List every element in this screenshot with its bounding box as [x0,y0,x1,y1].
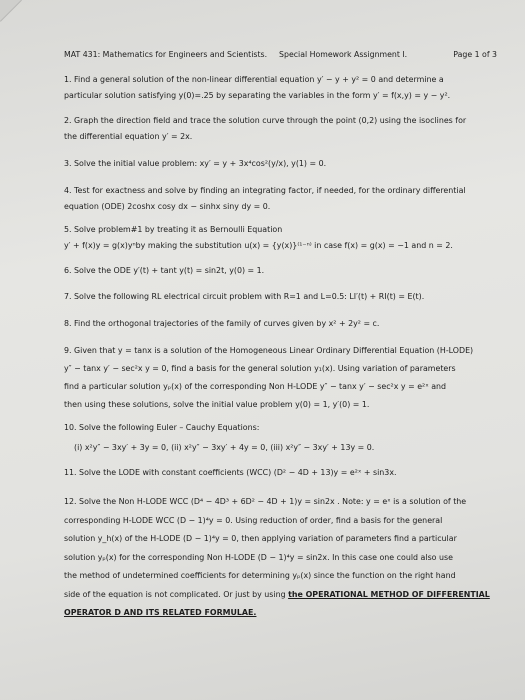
assignment-title: Special Homework Assignment I. [279,50,408,59]
question-8 [64,316,504,332]
question-line: (i) x²y″ − 3xy′ + 3y = 0, (ii) x²y″ − 3xy′ + 4y = 0, (iii) x²y″ − 3xy′ + 13y = 0. [74,443,375,452]
question-line: 3. Solve the initial value problem: xy′ = y + 3x⁴cos²(y/x), y(1) = 0. [64,159,327,168]
question-line: 11. Solve the LODE with constant coefficients (WCC) (D² − 4D + 13)y = e²ˣ + sin3x. [64,468,397,477]
question-4 [64,183,504,215]
question-line-text: side of the equation is not complicated. Or just by using [64,589,289,599]
question-line: 8. Find the orthogonal trajectories of the family of curves given by x² + 2y² = c. [64,319,380,328]
question-line: find a particular solution yₚ(x) of the corresponding Non H-LODE y″ − tanx y′ − sec²x y = e²ˣ and [64,382,447,391]
question-7 [64,289,504,305]
question-line: 9. Given that y = tanx is a solution of the Homogeneous Linear Ordinary Differential Equation (H-LODE) [64,346,474,355]
question-line: 10. Solve the following Euler – Cauchy Equations: [64,423,260,432]
question-line: 4. Test for exactness and solve by finding an integrating factor, if needed, for the ordinary differential [64,186,466,195]
question-line: particular solution satisfying y(0)=.25 by separating the variables in the form y′ = f(x,y) = y − y². [64,91,451,100]
question-line: y′ + f(x)y = g(x)yⁿby making the substitution u(x) = {y(x)}⁽¹⁻ⁿ⁾ in case f(x) = g(x) = −1 and n = 2. [64,241,453,250]
question-line [64,586,504,605]
question-line: the method of undetermined coefficients for determining yₚ(x) since the function on the right hand [64,571,456,580]
question-line: then using these solutions, solve the initial value problem y(0) = 1, y′(0) = 1. [64,400,370,409]
question-line: solution yₚ(x) for the corresponding Non H-LODE (D − 1)⁴y = sin2x. In this case one could also use [64,552,453,562]
question-line: 2. Graph the direction field and trace the solution curve through the point (0,2) using the isoclines for [64,116,467,125]
question-line: 12. Solve the Non H-LODE WCC (D⁴ − 4D³ + 6D² − 4D + 1)y = sin2x . Note: y = eˣ is a solution of the [64,497,467,506]
question-line: 6. Solve the ODE y′(t) + tant y(t) = sin2t, y(0) = 1. [64,266,265,275]
question-6 [64,263,504,279]
question-line: 7. Solve the following RL electrical circuit problem with R=1 and L=0.5: LI′(t) + RI(t) = E(t). [64,292,425,301]
question-line: corresponding H-LODE WCC (D − 1)⁴y = 0. Using reduction of order, find a basis for the general [64,515,443,525]
question-line: 5. Solve problem#1 by treating it as Bernoulli Equation [64,225,283,234]
emphasis-text: OPERATOR D AND ITS RELATED FORMULAE. [64,608,257,617]
question-1 [64,72,504,104]
question-10 [64,418,504,458]
question-line: equation (ODE) 2coshx cosy dx − sinhx siny dy = 0. [64,202,271,211]
question-line: solution y_h(x) of the H-LODE (D − 1)⁴y = 0, then applying variation of parameters find a particular [64,534,457,543]
question-line: y″ − tanx y′ − sec²x y = 0, find a basis for the general solution y₁(x). Using variation of parameters [64,364,456,373]
question-line: 1. Find a general solution of the non-linear differential equation y′ − y + y² = 0 and determine a [64,75,444,84]
question-2 [64,113,504,145]
question-5 [64,222,504,254]
question-9 [64,342,504,414]
page-number: Page 1 of 3 [453,50,497,59]
emphasis-text: the OPERATIONAL METHOD OF DIFFERENTIAL [288,589,490,599]
question-3 [64,156,504,172]
question-line: the differential equation y′ = 2x. [64,132,193,141]
course-title: MAT 431: Mathematics for Engineers and Scientists. [64,50,268,59]
question-11 [64,465,504,481]
document-header [64,50,497,59]
question-12 [64,493,504,623]
